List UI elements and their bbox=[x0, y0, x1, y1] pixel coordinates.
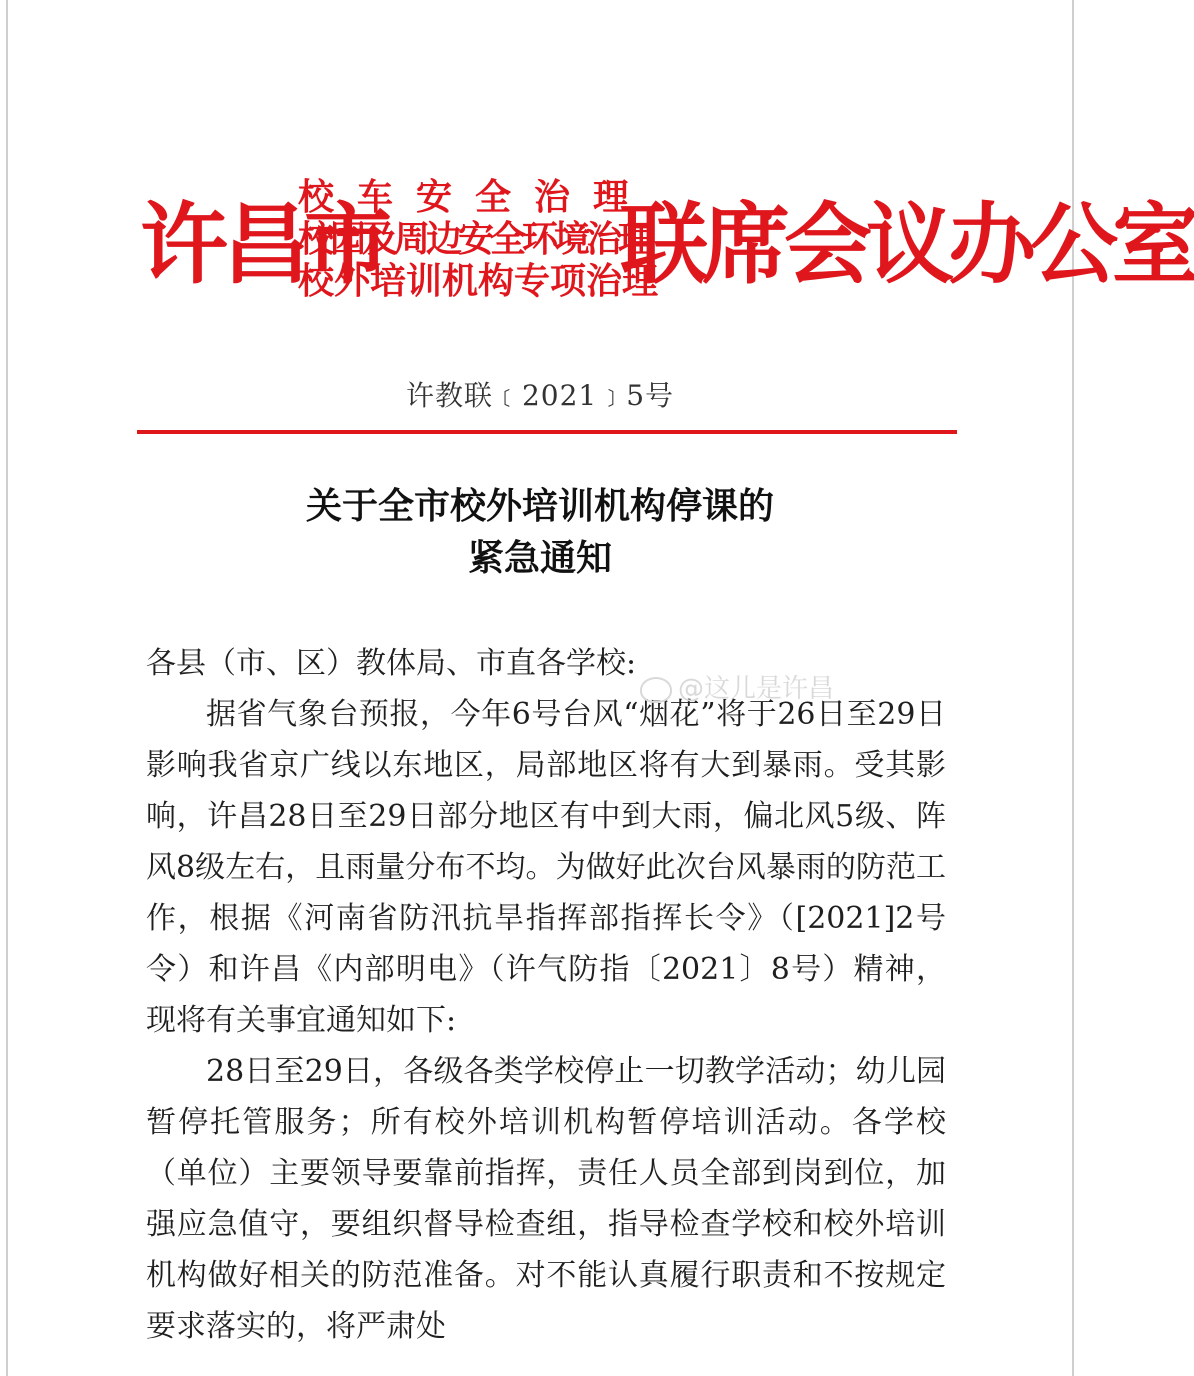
salutation: 各县（市、区）教体局、市直各学校: bbox=[146, 646, 637, 681]
body-paragraph: 据省气象台预报，今年6号台风“烟花”将于26日至29日影响我省京广线以东地区，局部地区将有大到暴雨。受其影响，许昌28日至29日部分地区有中到大雨，偏北风5级、阵风8级左右，且雨量分布不均。为做好此次台风暴雨的防范工作，根据《河南省防汛抗旱指挥部指挥长令》（[2021]2号令）和许昌《内部明电》（许气防指〔2021〕8号）精神，现将有关事宜通知如下: bbox=[146, 697, 946, 1038]
letterhead-office: 联席会议办公室 bbox=[620, 192, 1194, 296]
red-divider-line bbox=[137, 430, 957, 434]
letterhead-subject-line: 校外培训机构专项治理 bbox=[298, 260, 659, 302]
watermark-text: @这儿是许昌 bbox=[678, 674, 835, 704]
body-paragraph: 28日至29日，各级各类学校停止一切教学活动；幼儿园暂停托管服务；所有校外培训机构暂停培训活动。各学校（单位）主要领导要靠前指挥，责任人员全部到岗到位，加强应急值守，要组织督导检查组，指导检查学校和校外培训机构做好相关的防范准备。对不能认真履行职责和不按规定要求落实的，将严肃处 bbox=[146, 1054, 946, 1344]
page-edge-left bbox=[6, 0, 8, 1376]
letterhead-city: 许昌市 bbox=[140, 192, 387, 296]
letterhead-subject-line: 校车安全治理 bbox=[298, 176, 653, 218]
document-number: 许教联﹝2021﹞5号 bbox=[405, 379, 675, 412]
weibo-watermark bbox=[640, 672, 834, 706]
red-letterhead bbox=[140, 176, 1194, 316]
weibo-logo-icon bbox=[640, 677, 672, 703]
document-title bbox=[0, 480, 1080, 584]
letterhead-subjects bbox=[298, 176, 659, 302]
title-line-1: 关于全市校外培训机构停课的 bbox=[305, 485, 774, 527]
letterhead-subject-line: 校园及周边安全环境治理 bbox=[298, 218, 651, 260]
title-line-2: 紧急通知 bbox=[467, 537, 612, 579]
document-body bbox=[146, 638, 946, 1352]
